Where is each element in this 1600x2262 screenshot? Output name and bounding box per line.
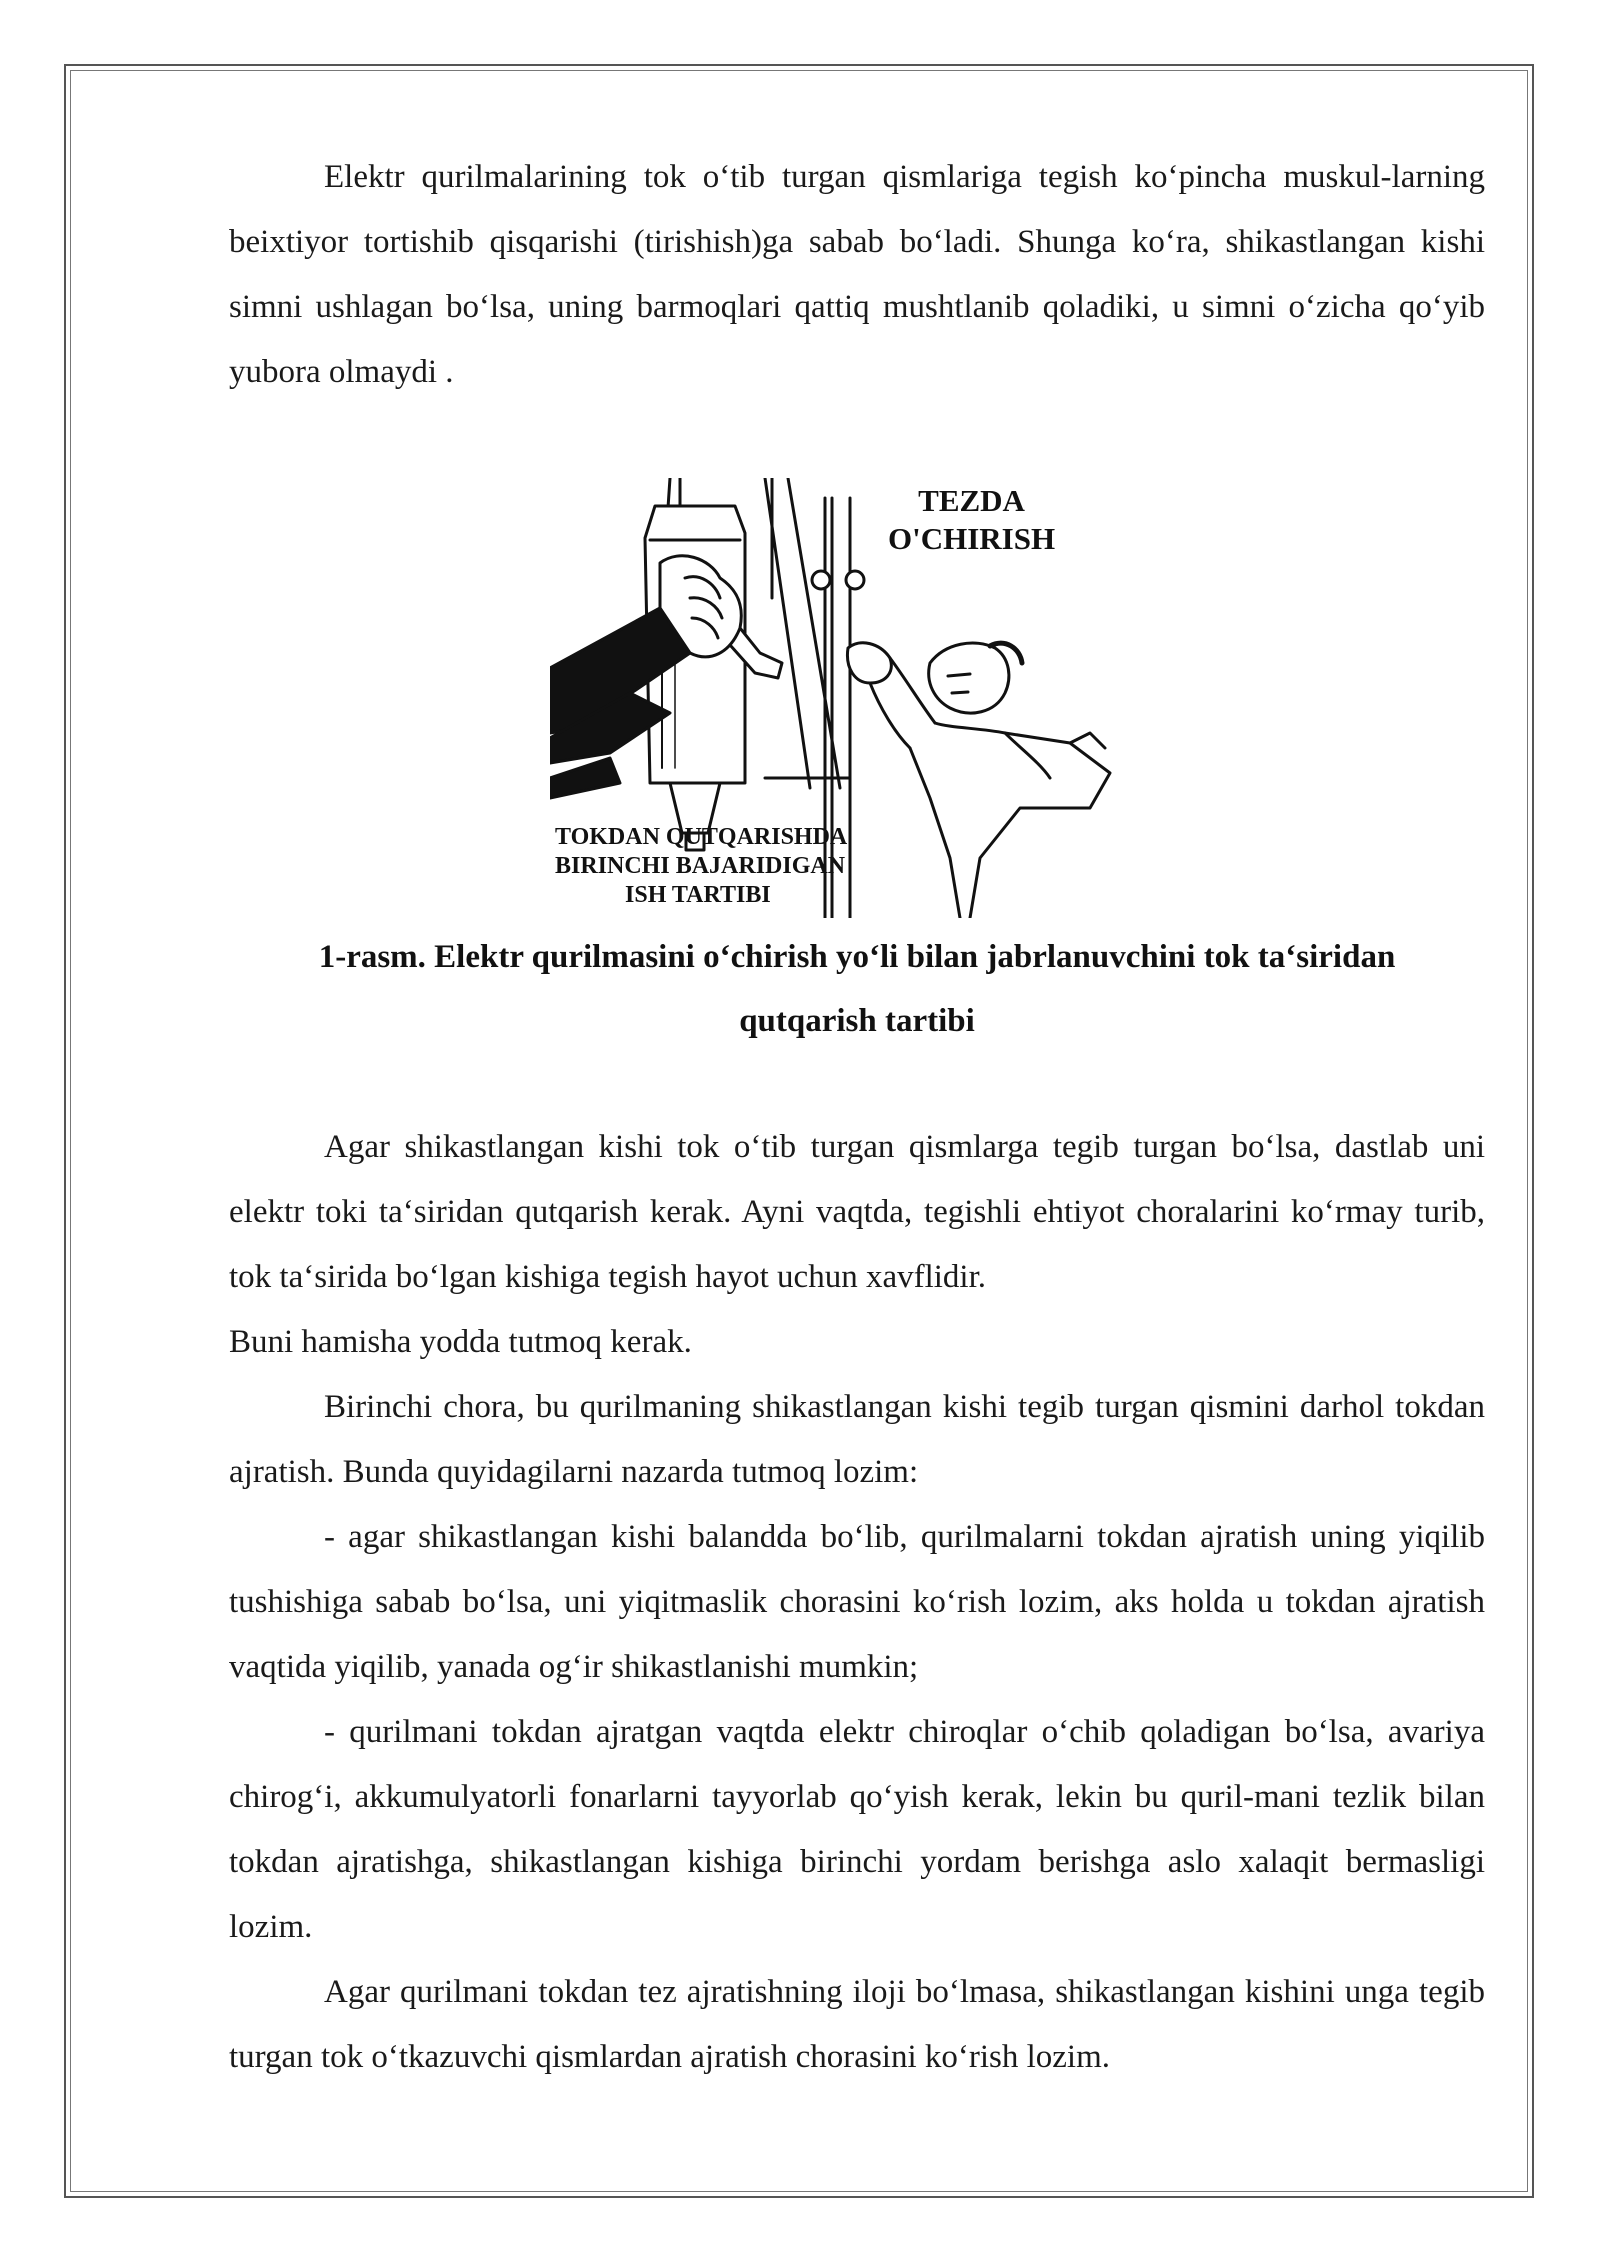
figure-illustration — [550, 478, 1170, 918]
figure-caption-line: qutqarish tartibi — [739, 1003, 975, 1039]
figure-caption — [229, 925, 1485, 1053]
figure-label-switch-off — [888, 482, 1055, 558]
intro-paragraph: Elektr qurilmalarining tok o‘tib turgan qismlariga tegish ko‘pincha muskul-larning beixtiyor tortishib qisqarishi (tirishish)ga sabab bo‘ladi. Shunga ko‘ra, shikastlangan kishi simni ushlagan bo‘lsa, uning barmoqlari qattiq mushtlanib qoladiki, u simni o‘zicha qo‘yib yubora olmaydi . — [229, 159, 1485, 390]
figure-label-line: TEZDA — [918, 483, 1025, 518]
figure-label-line: O'CHIRISH — [888, 521, 1056, 556]
figure-label-line: ISH TARTIBI — [625, 882, 771, 908]
body-paragraph: - qurilmani tokdan ajratgan vaqtda elektr chiroqlar o‘chib qoladigan bo‘lsa, avariya chirog‘i, akkumulyatorli fonarlarni tayyorlab qo‘yish kerak, lekin bu quril-mani tezlik bilan tokdan ajratishga, shikastlangan kishiga birinchi yordam berishga aslo xalaqit bermasligi lozim. — [229, 1714, 1485, 1945]
intro-paragraph-block — [229, 145, 1485, 405]
body-paragraph: Buni hamisha yodda tutmoq kerak. — [229, 1324, 692, 1360]
body-paragraph: - agar shikastlangan kishi balandda bo‘lib, qurilmalarni tokdan ajratish uning yiqilib tushishiga sabab bo‘lsa, uni yiqitmaslik chorasini ko‘rish lozim, aks holda u tokdan ajratish vaqtida yiqilib, yanada og‘ir shikastlanishi mumkin; — [229, 1519, 1485, 1685]
figure-label-line: TOKDAN QUTQARISHDA — [555, 824, 848, 850]
body-text — [229, 1115, 1485, 2090]
figure-label-line: BIRINCHI BAJARIDIGAN — [555, 853, 846, 879]
body-paragraph: Birinchi chora, bu qurilmaning shikastlangan kishi tegib turgan qismini darhol tokdan ajratish. Bunda quyidagilarni nazarda tutmoq lozim: — [229, 1389, 1485, 1490]
body-paragraph: Agar shikastlangan kishi tok o‘tib turgan qismlarga tegib turgan bo‘lsa, dastlab uni elektr toki ta‘siridan qutqarish kerak. Ayni vaqtda, tegishli ehtiyot choralarini ko‘rmay turib, tok ta‘sirida bo‘lgan kishiga tegish hayot uchun xavflidir. — [229, 1129, 1485, 1295]
figure-caption-line: 1-rasm. Elektr qurilmasini o‘chirish yo‘li bilan jabrlanuvchini tok ta‘siridan — [318, 939, 1396, 975]
figure-label-procedure — [555, 823, 847, 910]
body-paragraph: Agar qurilmani tokdan tez ajratishning iloji bo‘lmasa, shikastlangan kishini unga tegib turgan tok o‘tkazuvchi qismlardan ajratish chorasini ko‘rish lozim. — [229, 1974, 1485, 2075]
